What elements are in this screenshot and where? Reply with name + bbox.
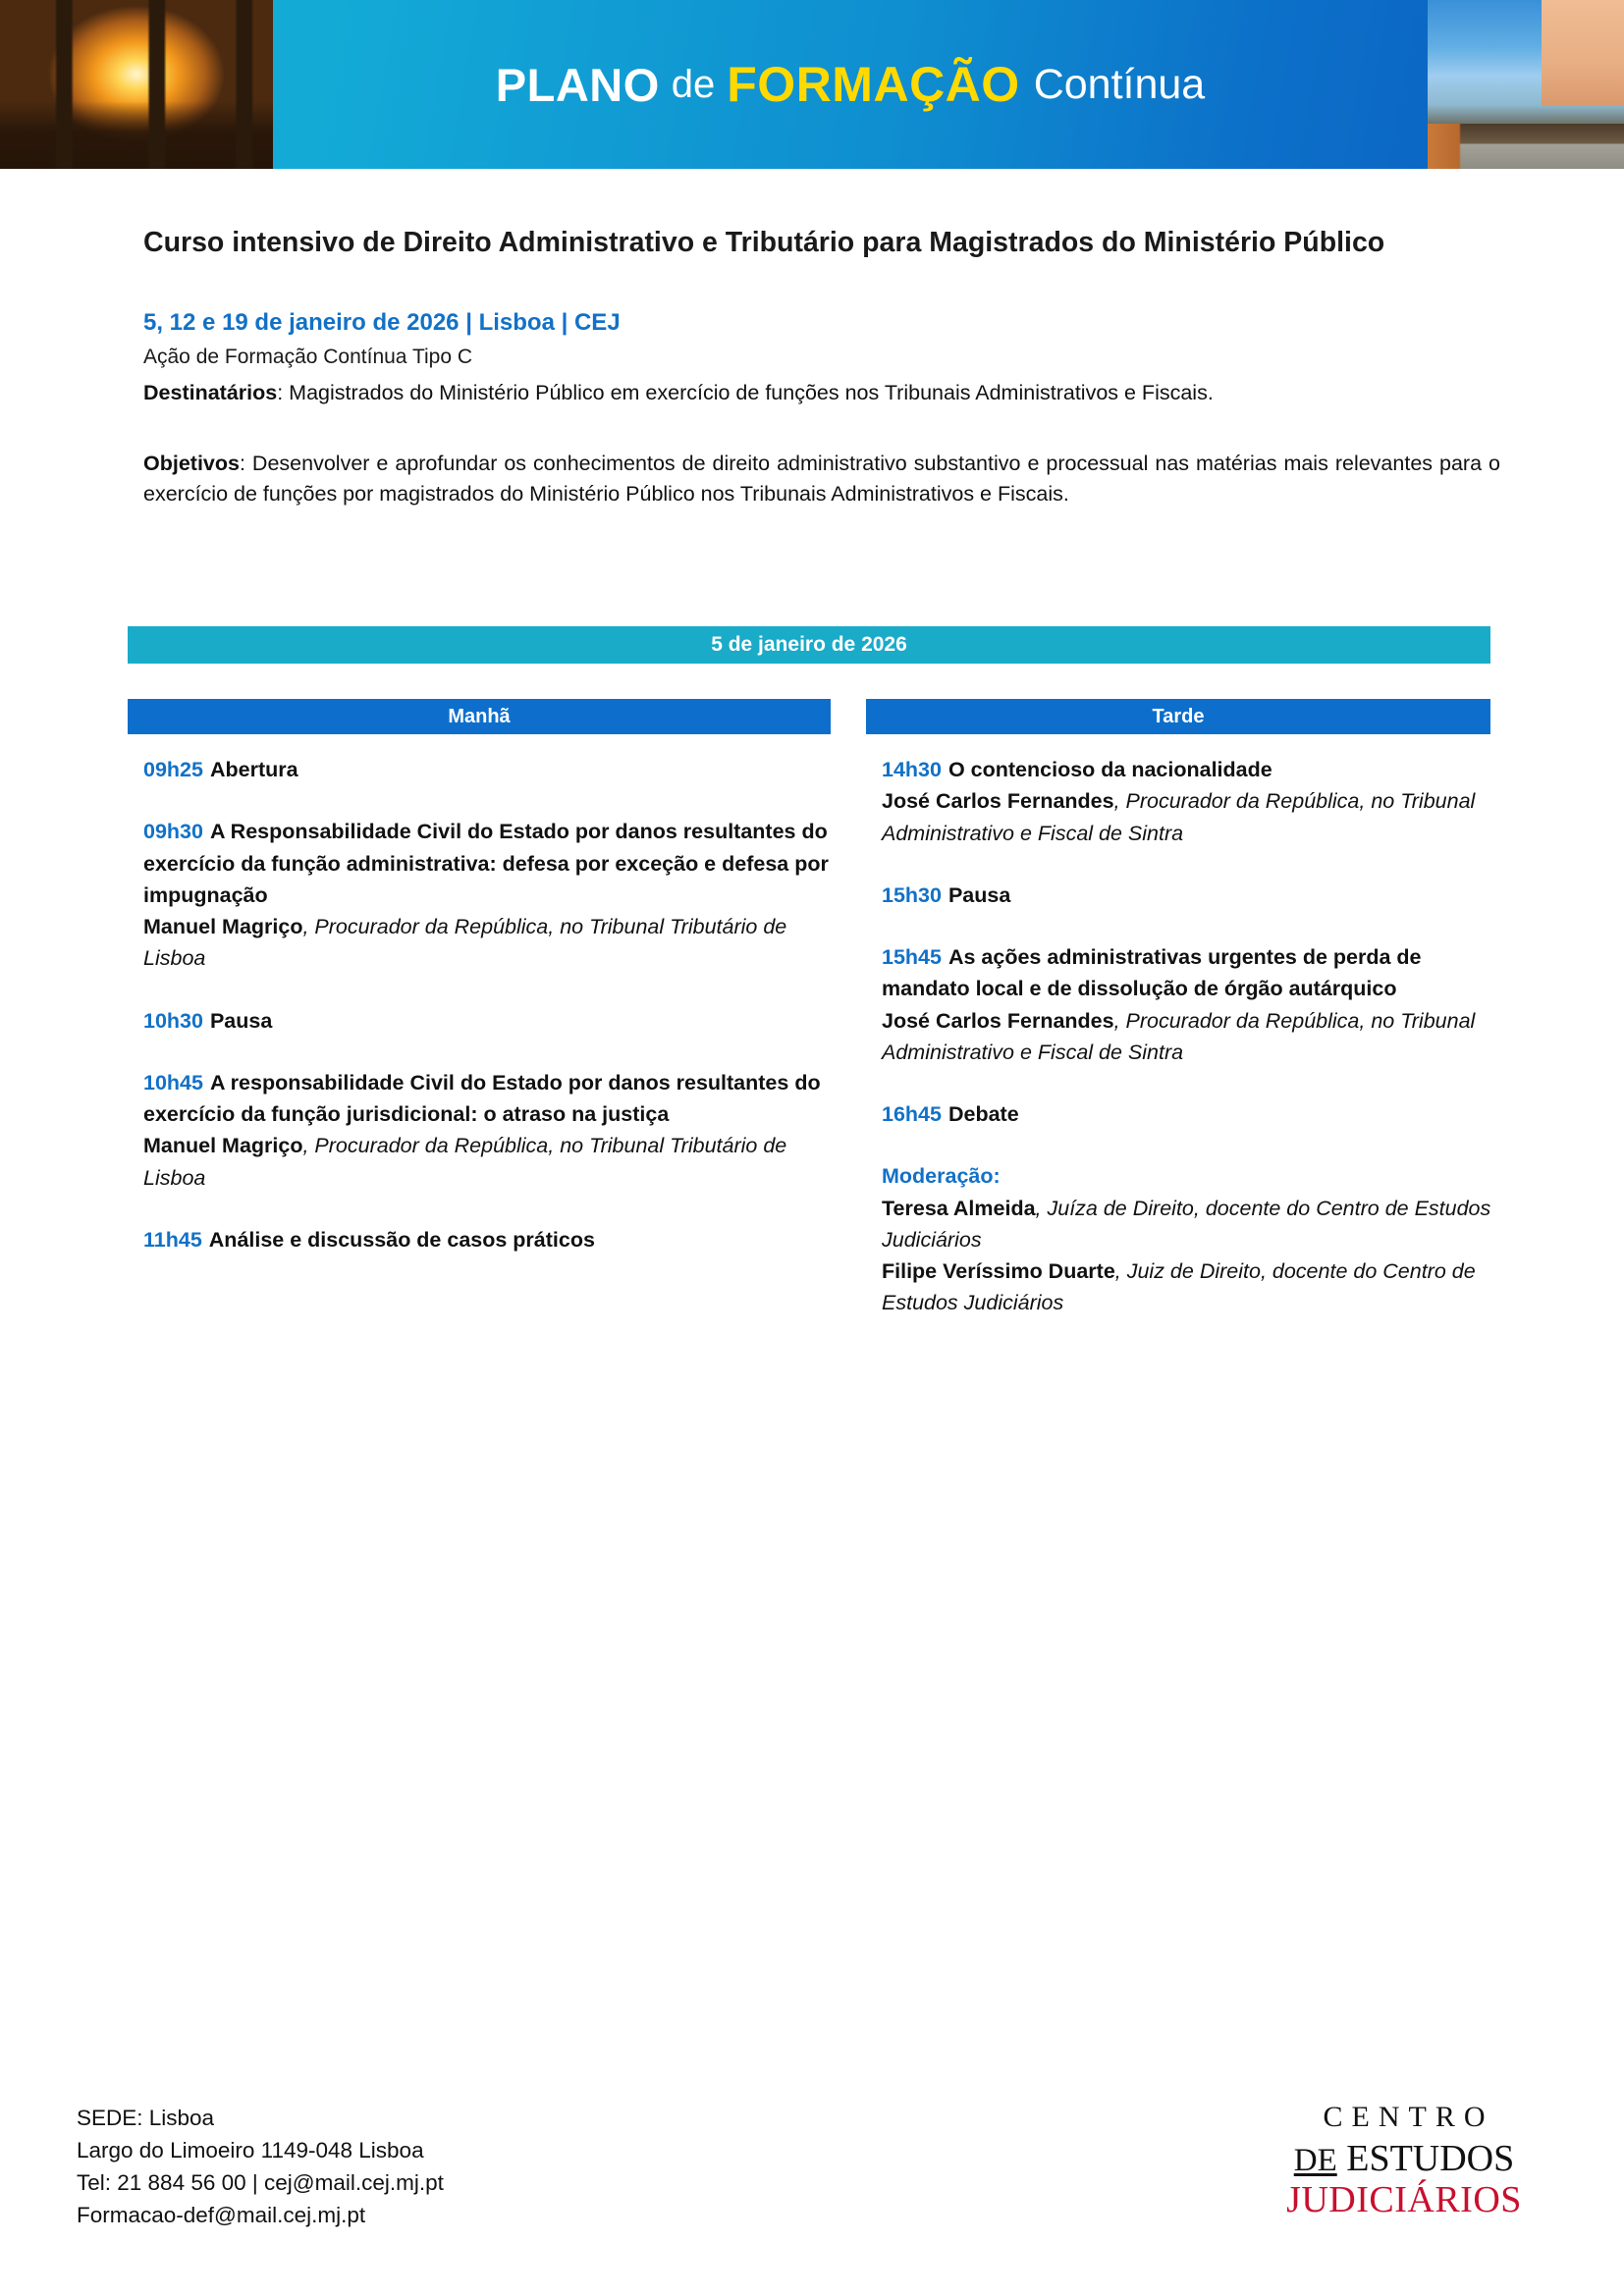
audience-paragraph — [143, 378, 1500, 408]
schedule-date-bar: 5 de janeiro de 2026 — [128, 626, 1490, 664]
objectives-text: : Desenvolver e aprofundar os conhecimentos de direito administrativo substantivo e processual nas matérias mais relevantes para o exercício de funções por magistrados do Ministério Público nos Tribunais Administrativos e Fiscais. — [143, 452, 1500, 507]
schedule-entry — [143, 754, 831, 785]
schedule-entry-time: 15h30 — [882, 882, 942, 907]
banner-word-continua: Contínua — [1033, 60, 1206, 108]
schedule-entry-topic: Pausa — [947, 882, 1011, 907]
moderator-name: Teresa Almeida — [882, 1196, 1036, 1220]
audience-label: Destinatários — [143, 381, 278, 404]
banner-photo-sunset-left — [0, 0, 273, 169]
course-action-type: Ação de Formação Contínua Tipo C — [143, 346, 473, 368]
banner-word-formacao: FORMAÇÃO — [727, 57, 1020, 112]
schedule-entry-speaker: Manuel Magriço — [143, 915, 303, 938]
footer-line-phone-email: Tel: 21 884 56 00 | cej@mail.cej.mj.pt — [77, 2169, 444, 2195]
column-header-afternoon: Tarde — [866, 699, 1490, 734]
schedule-entry-topic: Abertura — [209, 758, 298, 781]
moderator-role: , Juíza de Direito, docente do Centro de Estudos Judiciários — [882, 1196, 1491, 1252]
schedule-entry — [143, 1067, 831, 1194]
schedule-column-afternoon — [882, 754, 1494, 1319]
schedule-entry-topic: Pausa — [209, 1008, 273, 1033]
schedule-entry — [882, 754, 1494, 849]
moderator-name: Filipe Veríssimo Duarte — [882, 1259, 1115, 1283]
footer-line-sede: SEDE: Lisboa — [77, 2106, 215, 2130]
audience-text: : Magistrados do Ministério Público em exercício de funções nos Tribunais Administrativos e Fiscais. — [277, 381, 1214, 404]
schedule-entry-topic: Análise e discussão de casos práticos — [208, 1227, 595, 1252]
objectives-paragraph — [143, 449, 1500, 510]
schedule-entry-time: 16h45 — [882, 1102, 942, 1126]
schedule-column-morning — [143, 754, 831, 1255]
schedule-entry-role: , Procurador da República, no Tribunal Administrativo e Fiscal de Sintra — [882, 1008, 1476, 1064]
schedule-entry — [143, 1005, 831, 1037]
schedule-entry — [143, 816, 831, 974]
logo-word-de: DE — [1293, 2143, 1337, 2178]
schedule-entry-time: 09h25 — [143, 758, 203, 781]
cej-logo — [1267, 2103, 1542, 2218]
schedule-entry-time: 15h45 — [882, 945, 942, 969]
moderation-label: Moderação: — [882, 1164, 1001, 1189]
banner-word-plano: PLANO — [495, 58, 660, 111]
banner-word-de: de — [671, 62, 716, 106]
schedule-entry-topic: A responsabilidade Civil do Estado por danos resultantes do exercício da função jurisdicional: o atraso na justiça — [143, 1070, 821, 1126]
schedule-entry-time: 10h30 — [143, 1008, 203, 1033]
schedule-entry-speaker: José Carlos Fernandes — [882, 1008, 1114, 1033]
course-dates-location: 5, 12 e 19 de janeiro de 2026 | Lisboa | CEJ — [143, 309, 621, 336]
moderation-block — [882, 1160, 1494, 1318]
column-header-morning: Manhã — [128, 699, 831, 734]
objectives-label: Objetivos — [143, 452, 240, 475]
schedule-entry-speaker: Manuel Magriço — [143, 1134, 303, 1158]
schedule-entry-speaker: José Carlos Fernandes — [882, 789, 1114, 814]
schedule-entry — [882, 1098, 1494, 1130]
schedule-entry-time: 14h30 — [882, 758, 942, 781]
schedule-entry — [882, 880, 1494, 911]
page-header-banner — [0, 0, 1624, 169]
schedule-entry-role: , Procurador da República, no Tribunal Administrativo e Fiscal de Sintra — [882, 789, 1476, 845]
logo-line-judiciarios: JUDICIÁRIOS — [1286, 2179, 1522, 2220]
banner-title — [273, 0, 1428, 169]
schedule-entry-topic: As ações administrativas urgentes de perda de mandato local e de dissolução de órgão autárquico — [882, 945, 1422, 1001]
schedule-entry-topic: O contencioso da nacionalidade — [947, 758, 1272, 781]
schedule-entry — [882, 941, 1494, 1068]
banner-photo-building-right — [1428, 0, 1624, 169]
logo-line-centro: CENTRO — [1323, 2101, 1494, 2133]
moderator-role: , Juiz de Direito, docente do Centro de Estudos Judiciários — [882, 1259, 1476, 1315]
footer-line-email: Formacao-def@mail.cej.mj.pt — [77, 2202, 366, 2227]
logo-word-estudos: ESTUDOS — [1346, 2138, 1515, 2179]
schedule-entry-topic: A Responsabilidade Civil do Estado por danos resultantes do exercício da função administrativa: defesa por exceção e defesa por impugnação — [143, 820, 829, 907]
schedule-entry-time: 09h30 — [143, 820, 203, 844]
schedule-entry-role: , Procurador da República, no Tribunal Tributário de Lisboa — [143, 915, 787, 971]
schedule-entry-time: 10h45 — [143, 1070, 203, 1095]
schedule-entry-topic: Debate — [947, 1102, 1019, 1126]
schedule-entry — [143, 1224, 831, 1255]
footer-address — [77, 2103, 444, 2231]
logo-line-de-estudos — [1267, 2140, 1542, 2177]
footer-line-address: Largo do Limoeiro 1149-048 Lisboa — [77, 2137, 424, 2163]
page-title: Curso intensivo de Direito Administrativo e Tributário para Magistrados do Ministério Público — [143, 227, 1385, 258]
schedule-entry-role: , Procurador da República, no Tribunal Tributário de Lisboa — [143, 1134, 787, 1190]
schedule-entry-time: 11h45 — [143, 1227, 202, 1252]
